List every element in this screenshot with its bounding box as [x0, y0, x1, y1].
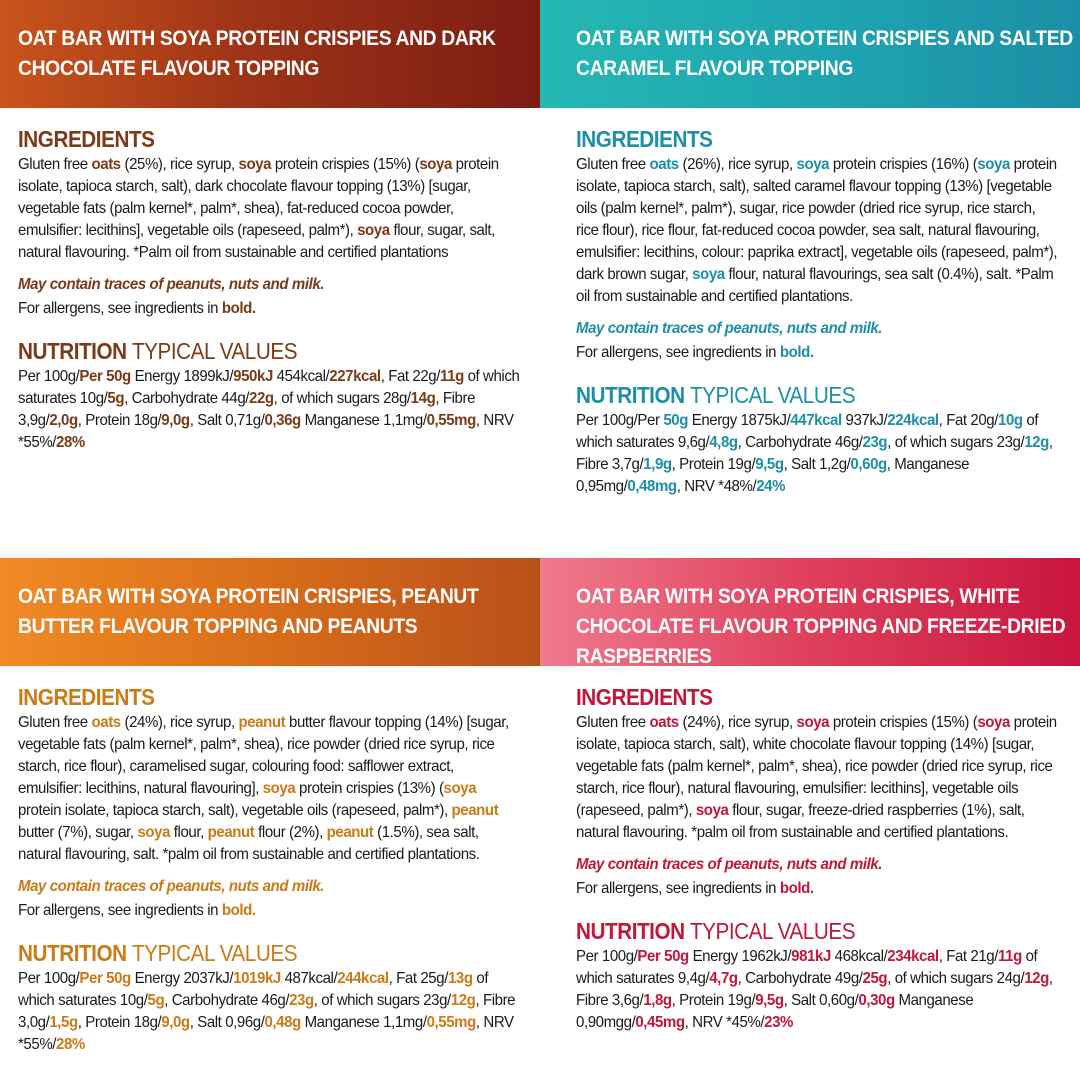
highlighted-term: soya — [238, 156, 272, 173]
allergen-note — [576, 342, 1060, 364]
highlighted-term: 10g — [998, 412, 1023, 429]
nutrition-text — [18, 366, 521, 454]
text-segment: (1.5%), sea salt, natural flavouring, salt. *palm oil from sustainable and certified plantations. — [18, 824, 480, 863]
highlighted-term: oats — [91, 714, 121, 731]
label-content — [540, 666, 1080, 1034]
allergen-note-prefix: For allergens, see ingredients in — [576, 880, 780, 897]
nutrition-heading — [576, 382, 1080, 408]
nutrition-heading-main: NUTRITION — [18, 940, 127, 966]
text-segment: Energy 1962kJ/ — [688, 948, 792, 965]
ingredients-text — [18, 712, 521, 866]
highlighted-term: 0,55mg — [426, 1014, 476, 1031]
nutrition-heading-main: NUTRITION — [18, 338, 127, 364]
highlighted-term: soya — [692, 266, 725, 283]
highlighted-term: peanut — [207, 824, 255, 841]
text-segment: , NRV *55%/ — [18, 1014, 514, 1053]
highlighted-term: oats — [91, 156, 121, 173]
nutrition-heading — [18, 940, 522, 966]
text-segment: , Protein 18g/ — [77, 412, 162, 429]
text-segment: butter flavour topping (14%) [sugar, vegetable fats (palm kernel*, palm*, shea), rice powder (dried rice syrup, rice starch, rice flour), caramelised sugar, colouring food: safflower extract, emulsifier: lecithins, natural flavouring], — [18, 714, 509, 797]
text-segment: Manganese 1,1mg/ — [300, 1014, 427, 1031]
text-segment: Energy 1899kJ/ — [130, 368, 234, 385]
product-title: OAT BAR WITH SOYA PROTEIN CRISPIES, PEANUT BUTTER FLAVOUR TOPPING AND PEANUTS — [18, 585, 479, 638]
text-segment: , Fat 21g/ — [938, 948, 999, 965]
nutrition-text — [576, 946, 1060, 1034]
nutrition-text — [576, 410, 1060, 498]
allergen-note-bold: bold. — [779, 880, 814, 897]
text-segment: flour, natural flavourings, sea salt (0.4%), salt. *Palm oil from sustainable and certified plantations. — [576, 266, 1054, 305]
panel-salted-caramel — [540, 0, 1080, 540]
highlighted-term: 2,0g — [49, 412, 78, 429]
nutrition-heading — [576, 918, 1080, 944]
highlighted-term: soya — [977, 714, 1010, 731]
allergen-note — [576, 878, 1060, 900]
highlighted-term: 23g — [862, 434, 888, 451]
text-segment: , Fibre 3,0g/ — [18, 992, 516, 1031]
highlighted-term: 224kcal — [887, 412, 939, 429]
text-segment: flour, — [170, 824, 208, 841]
highlighted-term: 11g — [440, 368, 464, 385]
text-segment: protein crispies (16%) ( — [829, 156, 978, 173]
highlighted-term: 4,7g — [709, 970, 738, 987]
highlighted-term: 0,55mg — [426, 412, 476, 429]
text-segment: , NRV *55%/ — [18, 412, 514, 451]
highlighted-term: 50g — [663, 412, 688, 429]
highlighted-term: 23g — [289, 992, 314, 1009]
highlighted-term: 1019kJ — [233, 970, 281, 987]
text-segment: , Salt 1,2g/ — [783, 456, 851, 473]
text-segment: , Salt 0,71g/ — [189, 412, 265, 429]
text-segment: , Salt 0,96g/ — [189, 1014, 265, 1031]
nutrition-heading-sub: TYPICAL VALUES — [689, 382, 856, 408]
label-content — [0, 108, 540, 454]
highlighted-term: 14g — [410, 390, 436, 407]
text-segment: protein crispies (13%) ( — [295, 780, 444, 797]
text-segment: , Fat 25g/ — [388, 970, 448, 987]
highlighted-term: soya — [796, 156, 830, 173]
text-segment: , of which sugars 28g/ — [273, 390, 411, 407]
traces-warning: May contain traces of peanuts, nuts and milk. — [576, 320, 883, 337]
highlighted-term: soya — [695, 802, 729, 819]
highlighted-term: peanut — [451, 802, 499, 819]
text-segment: butter (7%), sugar, — [18, 824, 138, 841]
label-content — [0, 666, 540, 1056]
text-segment: (26%), rice syrup, — [678, 156, 797, 173]
highlighted-term: 0,48mg — [627, 478, 677, 495]
text-segment: , Protein 19g/ — [671, 456, 756, 473]
text-segment: of which saturates 9,6g/ — [576, 412, 1039, 451]
highlighted-term: peanut — [326, 824, 374, 841]
allergen-note-prefix: For allergens, see ingredients in — [18, 300, 222, 317]
highlighted-term: 9,0g — [161, 412, 190, 429]
text-segment: , of which sugars 24g/ — [887, 970, 1025, 987]
text-segment: protein crispies (15%) ( — [271, 156, 420, 173]
product-title-banner — [540, 0, 1080, 108]
allergen-note-bold: bold. — [221, 300, 256, 317]
text-segment: Per 100g/Per — [576, 412, 664, 429]
text-segment: Manganese 0,90mgg/ — [576, 992, 974, 1031]
product-title: OAT BAR WITH SOYA PROTEIN CRISPIES AND SALTED CARAMEL FLAVOUR TOPPING — [576, 27, 1073, 80]
highlighted-term: soya — [137, 824, 171, 841]
nutrition-heading-sub: TYPICAL VALUES — [689, 918, 856, 944]
text-segment: flour (2%), — [254, 824, 327, 841]
nutrition-text — [18, 968, 521, 1056]
traces-warning: May contain traces of peanuts, nuts and milk. — [18, 276, 325, 293]
nutrition-heading-sub: TYPICAL VALUES — [131, 338, 298, 364]
text-segment: , Fibre 3,6g/ — [576, 970, 1053, 1009]
text-segment: , Protein 19g/ — [671, 992, 756, 1009]
allergen-note — [18, 900, 521, 922]
text-segment: , NRV *45%/ — [684, 1014, 765, 1031]
allergen-note-prefix: For allergens, see ingredients in — [576, 344, 780, 361]
text-segment: , NRV *48%/ — [676, 478, 757, 495]
text-segment: Gluten free — [18, 156, 92, 173]
highlighted-term: 9,5g — [755, 992, 784, 1009]
highlighted-term: 24% — [756, 478, 786, 495]
text-segment: Energy 1875kJ/ — [687, 412, 791, 429]
allergen-note-prefix: For allergens, see ingredients in — [18, 902, 222, 919]
text-segment: of which saturates 10g/ — [18, 368, 520, 407]
product-title: OAT BAR WITH SOYA PROTEIN CRISPIES, WHITE CHOCOLATE FLAVOUR TOPPING AND FREEZE-DRIED RASPBERRIES — [576, 585, 1066, 668]
label-content — [540, 108, 1080, 498]
highlighted-term: 12g — [1024, 970, 1049, 987]
text-segment: , Carbohydrate 49g/ — [737, 970, 863, 987]
ingredients-text — [576, 712, 1060, 844]
highlighted-term: soya — [419, 156, 452, 173]
text-segment: , Manganese 0,95mg/ — [576, 456, 970, 495]
highlighted-term: 0,45mg — [635, 1014, 685, 1031]
ingredients-heading: INGREDIENTS — [576, 684, 713, 710]
traces-warning: May contain traces of peanuts, nuts and milk. — [18, 878, 325, 895]
highlighted-term: soya — [796, 714, 830, 731]
text-segment: , of which sugars 23g/ — [313, 992, 451, 1009]
highlighted-term: oats — [649, 714, 679, 731]
highlighted-term: 0,60g — [850, 456, 887, 473]
highlighted-term: Per 50g — [79, 970, 131, 987]
highlighted-term: 12g — [450, 992, 476, 1009]
highlighted-term: 0,30g — [858, 992, 895, 1009]
text-segment: (25%), rice syrup, — [120, 156, 239, 173]
ingredients-text — [18, 154, 521, 264]
highlighted-term: 447kcal — [790, 412, 842, 429]
highlighted-term: oats — [649, 156, 679, 173]
text-segment: of which saturates 10g/ — [18, 970, 489, 1009]
text-segment: , Carbohydrate 46g/ — [737, 434, 863, 451]
panel-peanut-butter — [0, 558, 540, 1080]
highlighted-term: 25g — [862, 970, 888, 987]
text-segment: protein isolate, tapioca starch, salt), salted caramel flavour topping (13%) [vegetable oils (palm kernel*, palm*), sugar, rice powder (dried rice syrup, rice starch, rice flour), rice flour, fat-reduced cocoa powder, sea salt, natural flavouring, emulsifier: lecithins, colour: paprika extract], vegetable oils (rapeseed, palm*), dark brown sugar, — [576, 156, 1058, 283]
text-segment: , Salt 0,60g/ — [783, 992, 859, 1009]
ingredients-heading: INGREDIENTS — [18, 126, 155, 152]
highlighted-term: soya — [977, 156, 1010, 173]
highlighted-term: 4,8g — [709, 434, 738, 451]
text-segment: Energy 2037kJ/ — [130, 970, 234, 987]
highlighted-term: soya — [262, 780, 296, 797]
ingredients-text — [576, 154, 1060, 308]
highlighted-term: 1,5g — [49, 1014, 78, 1031]
highlighted-term: Per 50g — [79, 368, 131, 385]
allergen-note — [18, 298, 521, 320]
highlighted-term: 23% — [764, 1014, 793, 1031]
text-segment: Gluten free — [18, 714, 92, 731]
product-title: OAT BAR WITH SOYA PROTEIN CRISPIES AND DARK CHOCOLATE FLAVOUR TOPPING — [18, 27, 496, 80]
highlighted-term: 22g — [249, 390, 274, 407]
product-title-banner — [540, 558, 1080, 666]
text-segment: , Protein 18g/ — [77, 1014, 162, 1031]
text-segment: protein isolate, tapioca starch, salt), dark chocolate flavour topping (13%) [sugar, vegetable fats (palm kernel*, palm*, shea), fat-reduced cocoa powder, emulsifier: lecithins], vegetable oils (rapeseed, palm*), — [18, 156, 499, 239]
highlighted-term: 9,0g — [161, 1014, 190, 1031]
highlighted-term: 28% — [56, 434, 85, 451]
nutrition-heading-main: NUTRITION — [576, 918, 685, 944]
text-segment: , Fat 22g/ — [380, 368, 441, 385]
text-segment: protein crispies (15%) ( — [829, 714, 978, 731]
text-segment: flour, sugar, salt, natural flavouring. *Palm oil from sustainable and certified plantations — [18, 222, 495, 261]
text-segment: , of which sugars 23g/ — [887, 434, 1025, 451]
highlighted-term: 28% — [56, 1036, 85, 1053]
allergen-note-bold: bold. — [779, 344, 814, 361]
highlighted-term: 9,5g — [755, 456, 784, 473]
text-segment: Manganese 1,1mg/ — [300, 412, 427, 429]
highlighted-term: 950kJ — [233, 368, 273, 385]
highlighted-term: 12g — [1024, 434, 1049, 451]
text-segment: Gluten free — [576, 156, 650, 173]
highlighted-term: soya — [357, 222, 390, 239]
highlighted-term: 0,36g — [264, 412, 301, 429]
highlighted-term: 0,48g — [264, 1014, 301, 1031]
text-segment: Per 100g/ — [576, 948, 638, 965]
traces-warning: May contain traces of peanuts, nuts and milk. — [576, 856, 883, 873]
highlighted-term: 1,8g — [643, 992, 672, 1009]
text-segment: Per 100g/ — [18, 970, 80, 987]
text-segment: (24%), rice syrup, — [120, 714, 239, 731]
text-segment: 937kJ/ — [841, 412, 888, 429]
highlighted-term: 5g — [147, 992, 165, 1009]
text-segment: of which saturates 9,4g/ — [576, 948, 1038, 987]
product-title-banner — [0, 0, 540, 108]
text-segment: flour, sugar, freeze-dried raspberries (1%), salt, natural flavouring. *palm oil from sustainable and certified plantations. — [576, 802, 1025, 841]
ingredients-heading: INGREDIENTS — [576, 126, 713, 152]
highlighted-term: 227kcal — [329, 368, 381, 385]
text-segment: , Carbohydrate 44g/ — [124, 390, 250, 407]
highlighted-term: peanut — [238, 714, 286, 731]
nutrition-heading-main: NUTRITION — [576, 382, 685, 408]
text-segment: protein isolate, tapioca starch, salt), vegetable oils (rapeseed, palm*), — [18, 802, 452, 819]
text-segment: , Fibre 3,9g/ — [18, 390, 476, 429]
highlighted-term: 244kcal — [337, 970, 389, 987]
text-segment: 487kcal/ — [280, 970, 338, 987]
text-segment: , Fibre 3,7g/ — [576, 434, 1053, 473]
text-segment: (24%), rice syrup, — [678, 714, 797, 731]
panel-white-chocolate-raspberry — [540, 558, 1080, 1080]
highlighted-term: 234kcal — [887, 948, 939, 965]
highlighted-term: soya — [443, 780, 477, 797]
text-segment: , Fat 20g/ — [938, 412, 999, 429]
text-segment: , Carbohydrate 46g/ — [164, 992, 290, 1009]
highlighted-term: 981kJ — [791, 948, 831, 965]
ingredients-heading: INGREDIENTS — [18, 684, 155, 710]
product-title-banner — [0, 558, 540, 666]
panel-dark-chocolate — [0, 0, 540, 540]
nutrition-heading-sub: TYPICAL VALUES — [131, 940, 298, 966]
highlighted-term: 5g — [107, 390, 125, 407]
text-segment: protein isolate, tapioca starch, salt), white chocolate flavour topping (14%) [sugar, vegetable fats (palm kernel*, palm*, shea), rice powder (dried rice syrup, rice starch, rice flour), natural flavouring, emulsifier: lecithins], vegetable oils (rapeseed, palm*), — [576, 714, 1057, 819]
highlighted-term: Per 50g — [637, 948, 689, 965]
text-segment: 454kcal/ — [272, 368, 330, 385]
highlighted-term: 13g — [447, 970, 473, 987]
highlighted-term: 1,9g — [643, 456, 672, 473]
allergen-note-bold: bold. — [221, 902, 256, 919]
text-segment: Gluten free — [576, 714, 650, 731]
highlighted-term: 11g — [998, 948, 1022, 965]
text-segment: Per 100g/ — [18, 368, 80, 385]
text-segment: 468kcal/ — [830, 948, 888, 965]
nutrition-heading — [18, 338, 522, 364]
